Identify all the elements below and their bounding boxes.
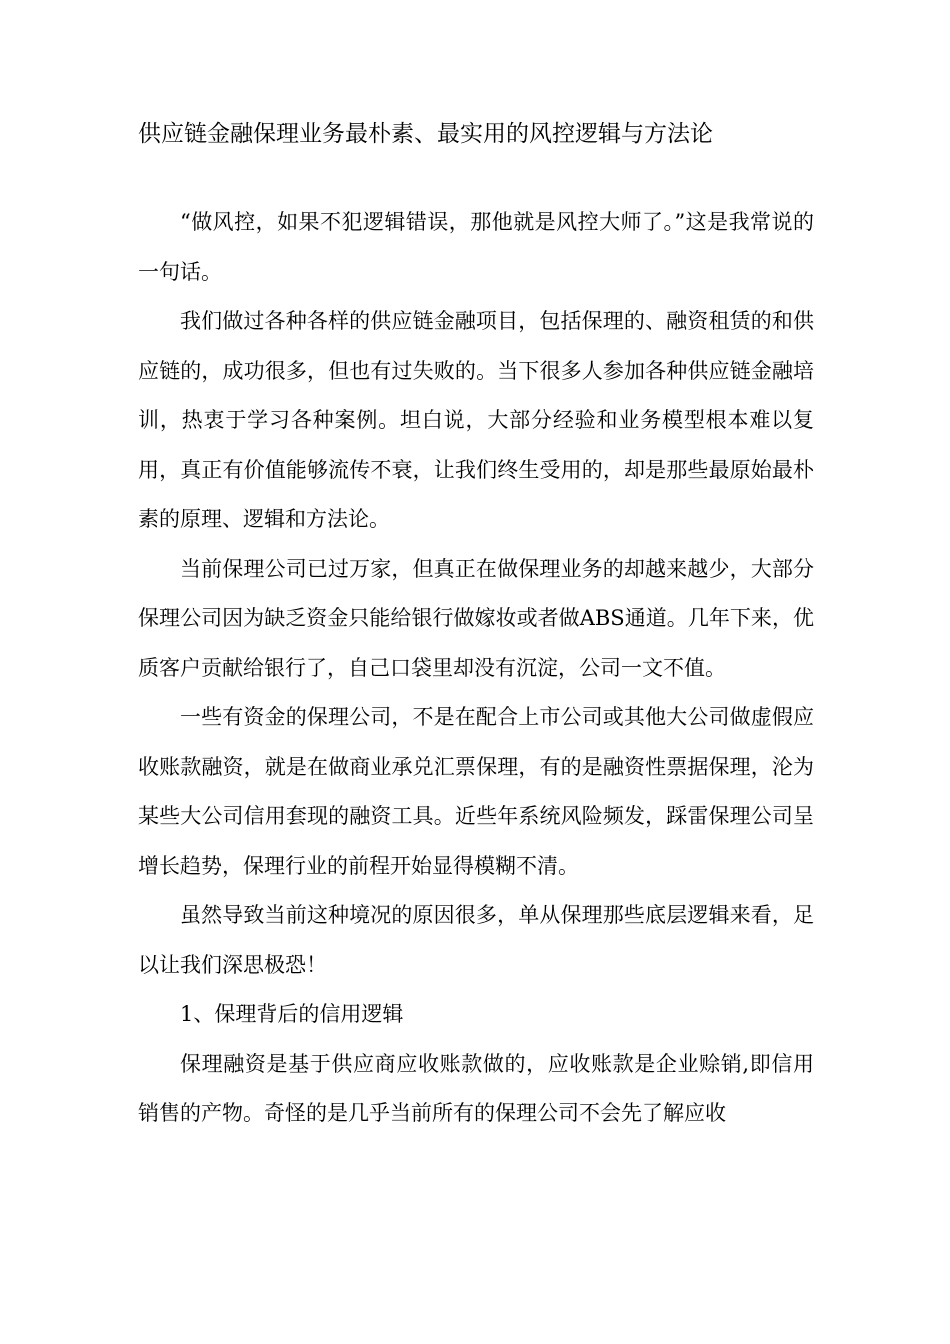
section-heading-1: 1、保理背后的信用逻辑 bbox=[180, 1002, 404, 1026]
paragraph-2: 我们做过各种各样的供应链金融项目，包括保理的、融资租赁的和供应链的，成功很多，但也有过失败的。当下很多人参加各种供应链金融培训，热衷于学习各种案例。坦白说，大部分经验和业务模型根本难以复用，真正有价值能够流传不衰，让我们终生受用的，却是那些最原始最朴素的原理、逻辑和方法论。 bbox=[138, 309, 814, 531]
paragraph-1: “做风控，如果不犯逻辑错误，那他就是风控大师了。”这是我常说的一句话。 bbox=[138, 210, 814, 284]
paragraph-6: 保理融资是基于供应商应收账款做的，应收账款是企业赊销,即信用销售的产物。奇怪的是几乎当前所有的保理公司不会先了解应收 bbox=[138, 1051, 814, 1125]
paragraph-5: 虽然导致当前这种境况的原因很多，单从保理那些底层逻辑来看，足以让我们深思极恐！ bbox=[138, 903, 814, 977]
paragraph-4: 一些有资金的保理公司，不是在配合上市公司或其他大公司做虚假应收账款融资，就是在做商业承兑汇票保理，有的是融资性票据保理，沦为某些大公司信用套现的融资工具。近些年系统风险频发，踩雷保理公司呈增长趋势，保理行业的前程开始显得模糊不清。 bbox=[138, 705, 814, 878]
document-title: 供应链金融保理业务最朴素、最实用的风控逻辑与方法论 bbox=[138, 121, 713, 147]
document-body bbox=[138, 198, 814, 1139]
paragraph-3: 当前保理公司已过万家，但真正在做保理业务的却越来越少，大部分保理公司因为缺乏资金只能给银行做嫁妆或者做ABS通道。几年下来，优质客户贡献给银行了，自己口袋里却没有沉淀，公司一文不值。 bbox=[138, 556, 814, 680]
